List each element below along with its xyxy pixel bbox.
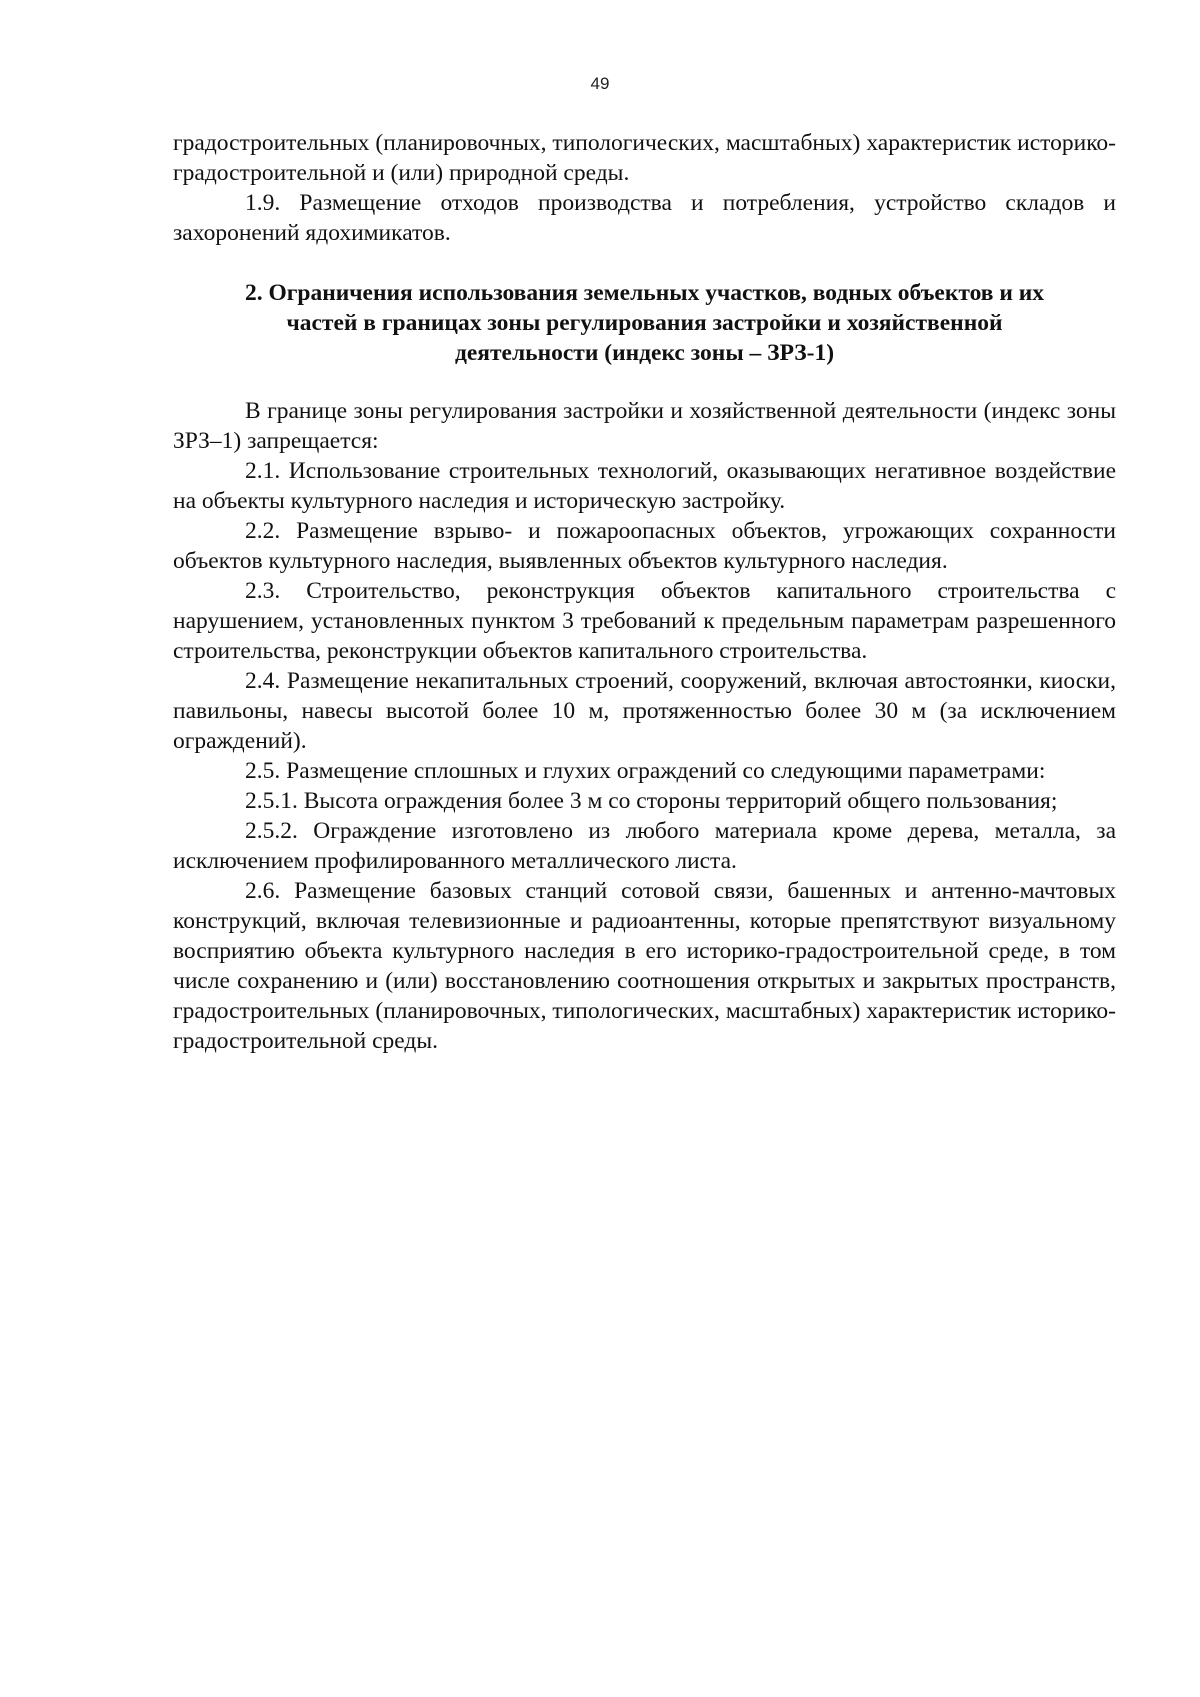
paragraph-item-1-9: 1.9. Размещение отходов производства и потребления, устройство складов и захоронений ядохимикатов.	[173, 190, 1116, 246]
page-number: 49	[590, 74, 610, 93]
section-heading	[193, 278, 1096, 368]
paragraph-intro: В границе зоны регулирования застройки и хозяйственной деятельности (индекс зоны ЗРЗ–1) запрещается:	[173, 398, 1116, 454]
section-heading-line-1: 2. Ограничения использования земельных участков, водных объектов и их	[244, 280, 1045, 306]
page-content	[173, 128, 1116, 1056]
paragraph-item-2-5-1: 2.5.1. Высота ограждения более 3 м со стороны территорий общего пользования;	[245, 788, 1058, 814]
paragraph-item-2-5-2: 2.5.2. Ограждение изготовлено из любого материала кроме дерева, металла, за исключением профилированного металлического листа.	[173, 818, 1116, 874]
paragraph-item-2-5: 2.5. Размещение сплошных и глухих ограждений со следующими параметрами:	[245, 758, 1046, 784]
paragraph-item-2-4: 2.4. Размещение некапитальных строений, сооружений, включая автостоянки, киоски, павильоны, навесы высотой более 10 м, протяженностью более 30 м (за исключением ограждений).	[173, 668, 1116, 754]
section-heading-line-2: частей в границах зоны регулирования застройки и хозяйственной	[286, 310, 1003, 336]
paragraph-continuation: градостроительных (планировочных, типологических, масштабных) характеристик историко-градостроительной и (или) природной среды.	[173, 130, 1116, 186]
paragraph-item-2-1: 2.1. Использование строительных технологий, оказывающих негативное воздействие на объекты культурного наследия и историческую застройку.	[173, 458, 1116, 514]
section-heading-line-3: деятельности (индекс зоны – ЗРЗ-1)	[454, 340, 835, 366]
paragraph-item-2-3: 2.3. Строительство, реконструкция объектов капитального строительства с нарушением, установленных пунктом 3 требований к предельным параметрам разрешенного строительства, реконструкции объектов капитального строительства.	[173, 578, 1116, 664]
paragraph-item-2-6: 2.6. Размещение базовых станций сотовой связи, башенных и антенно-мачтовых конструкций, включая телевизионные и радиоантенны, которые препятствуют визуальному восприятию объекта культурного наследия в его историко-градостроительной среде, в том числе сохранению и (или) восстановлению соотношения открытых и закрытых пространств, градостроительных (планировочных, типологических, масштабных) характеристик историко-градостроительной среды.	[173, 878, 1116, 1054]
paragraph-item-2-2: 2.2. Размещение взрыво- и пожароопасных объектов, угрожающих сохранности объектов культурного наследия, выявленных объектов культурного наследия.	[173, 518, 1116, 574]
